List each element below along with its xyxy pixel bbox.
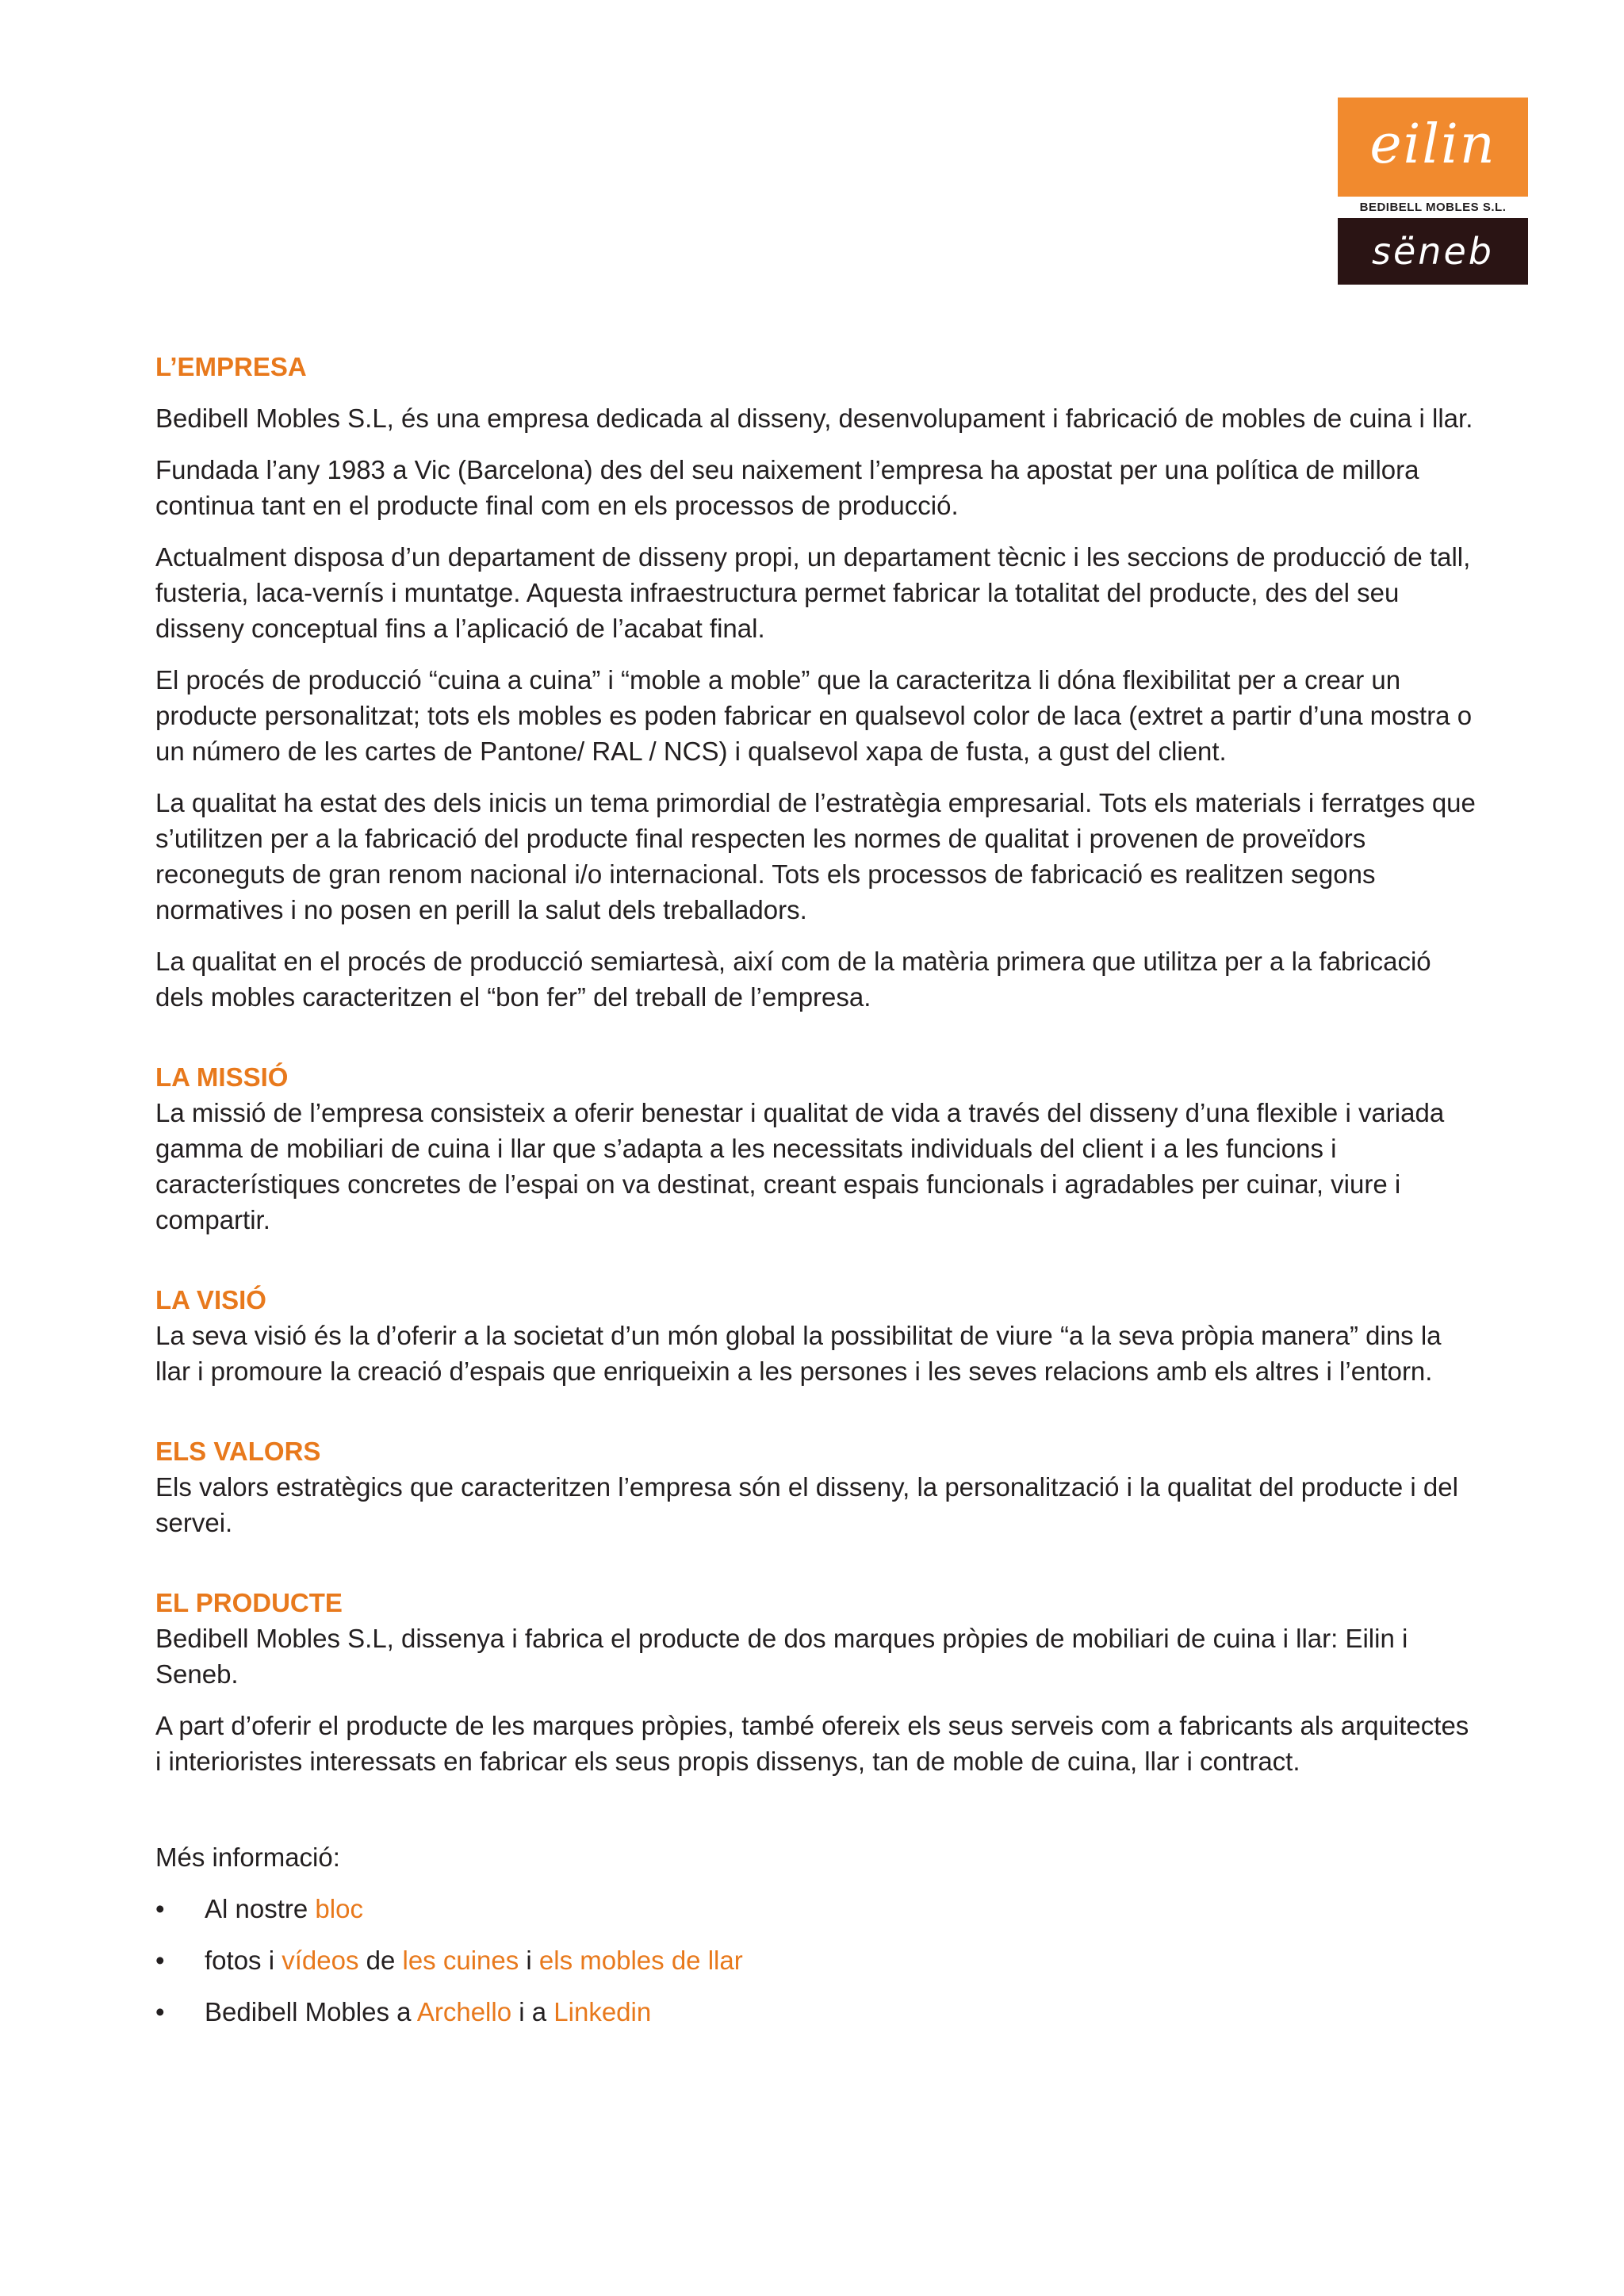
section-more-info [155,1839,1480,2030]
empresa-paragraph-5: La qualitat ha estat des dels inicis un tema primordial de l’estratègia empresarial. Tots els materials i ferratges que s’utilitzen per a la fabricació del producte final respecten les normes de qualitat i provenen de proveïdors reconeguts de gran renom nacional i/o internacional. Tots els processos de fabricació es realitzen segons normatives i no posen en perill la salut dels treballadors. [155,788,1476,924]
link-cuines[interactable]: les cuines [402,1946,519,1975]
section-empresa [155,349,1480,1015]
producte-paragraph-2: A part d’oferir el producte de les marques pròpies, també ofereix els seus serveis com a fabricants als arquitectes i interioristes interessats en fabricar els seus propis dissenys, tan de moble de cuina, llar i contract. [155,1711,1469,1776]
link-mobles-de-llar[interactable]: els mobles de llar [538,1946,743,1975]
empresa-paragraph-2: Fundada l’any 1983 a Vic (Barcelona) des del seu naixement l’empresa ha apostat per una política de millora continua tant en el producte final com en els processos de producció. [155,455,1419,520]
section-visio [155,1282,1480,1389]
list-item-media [155,1942,1480,1978]
list-item-social [155,1994,1480,2030]
link-bloc[interactable]: bloc [315,1894,363,1923]
empresa-paragraph-6: La qualitat en el procés de producció semiartesà, així com de la matèria primera que utilitza per a la fabricació dels mobles caracteritzen el “bon fer” del treball de l’empresa. [155,947,1431,1012]
link-linkedin[interactable]: Linkedin [553,1997,652,2026]
list-text: i a [511,1997,554,2026]
list-text: de [358,1946,403,1975]
document-body [155,349,1480,2045]
link-videos[interactable]: vídeos [282,1946,359,1975]
missio-paragraph: La missió de l’empresa consisteix a oferir benestar i qualitat de vida a través del disseny d’una flexible i variada gamma de mobiliari de cuina i llar que s’adapta a les necessitats individuals del client i a les funcions i característiques concretes de l’espai on va destinat, creant espais funcionals i agradables per cuinar, viure i compartir. [155,1098,1445,1234]
logo-seneb-block [1338,218,1528,285]
logo-eilin-wordmark: eilin [1369,113,1496,176]
empresa-paragraph-3: Actualment disposa d’un departament de disseny propi, un departament tècnic i les seccions de producció de tall, fusteria, laca-vernís i muntatge. Aquesta infraestructura permet fabricar la totalitat del producte, des del seu disseny conceptual fins a l’aplicació de l’acabat final. [155,542,1471,643]
producte-paragraph-1: Bedibell Mobles S.L, dissenya i fabrica el producte de dos marques pròpies de mobiliari de cuina i llar: Eilin i Seneb. [155,1624,1408,1689]
empresa-paragraph-1: Bedibell Mobles S.L, és una empresa dedicada al disseny, desenvolupament i fabricació de mobles de cuina i llar. [155,404,1473,433]
section-heading-producte: EL PRODUCTE [155,1588,343,1617]
link-archello[interactable]: Archello [416,1997,512,2026]
visio-paragraph: La seva visió és la d’oferir a la societat d’un món global la possibilitat de viure “a la seva pròpia manera” dins la llar i promoure la creació d’espais que enriqueixin a les persones i les seves relacions amb els altres i l’entorn. [155,1321,1442,1386]
more-info-label: Més informació: [155,1843,340,1872]
logo-company-block [1338,197,1528,218]
logo-eilin-block [1338,98,1528,197]
section-valors [155,1433,1480,1540]
bullet-point: • [155,1946,165,1975]
list-text: fotos i [205,1946,282,1975]
list-text: Bedibell Mobles a [205,1997,417,2026]
company-logo [1338,98,1528,285]
section-heading-missio: LA MISSIÓ [155,1062,289,1092]
list-text: Al nostre [205,1894,316,1923]
bullet-point: • [155,1894,165,1923]
section-heading-empresa: L’EMPRESA [155,352,307,381]
logo-company-name: BEDIBELL MOBLES S.L. [1359,201,1507,214]
bullet-point: • [155,1997,165,2026]
section-producte [155,1585,1480,1779]
list-item-blog [155,1891,1480,1927]
section-missio [155,1059,1480,1238]
section-heading-visio: LA VISIÓ [155,1285,266,1314]
logo-seneb-wordmark: sëneb [1372,230,1494,273]
section-heading-valors: ELS VALORS [155,1437,321,1466]
valors-paragraph: Els valors estratègics que caracteritzen l’empresa són el disseny, la personalització i la qualitat del producte i del servei. [155,1472,1458,1537]
empresa-paragraph-4: El procés de producció “cuina a cuina” i “moble a moble” que la caracteritza li dóna flexibilitat per a crear un producte personalitzat; tots els mobles es poden fabricar en qualsevol color de laca (extret a partir d’una mostra o un número de les cartes de Pantone/ RAL / NCS) i qualsevol xapa de fusta, a gust del client. [155,665,1473,766]
list-text: i [519,1946,539,1975]
more-info-list [155,1891,1480,2030]
